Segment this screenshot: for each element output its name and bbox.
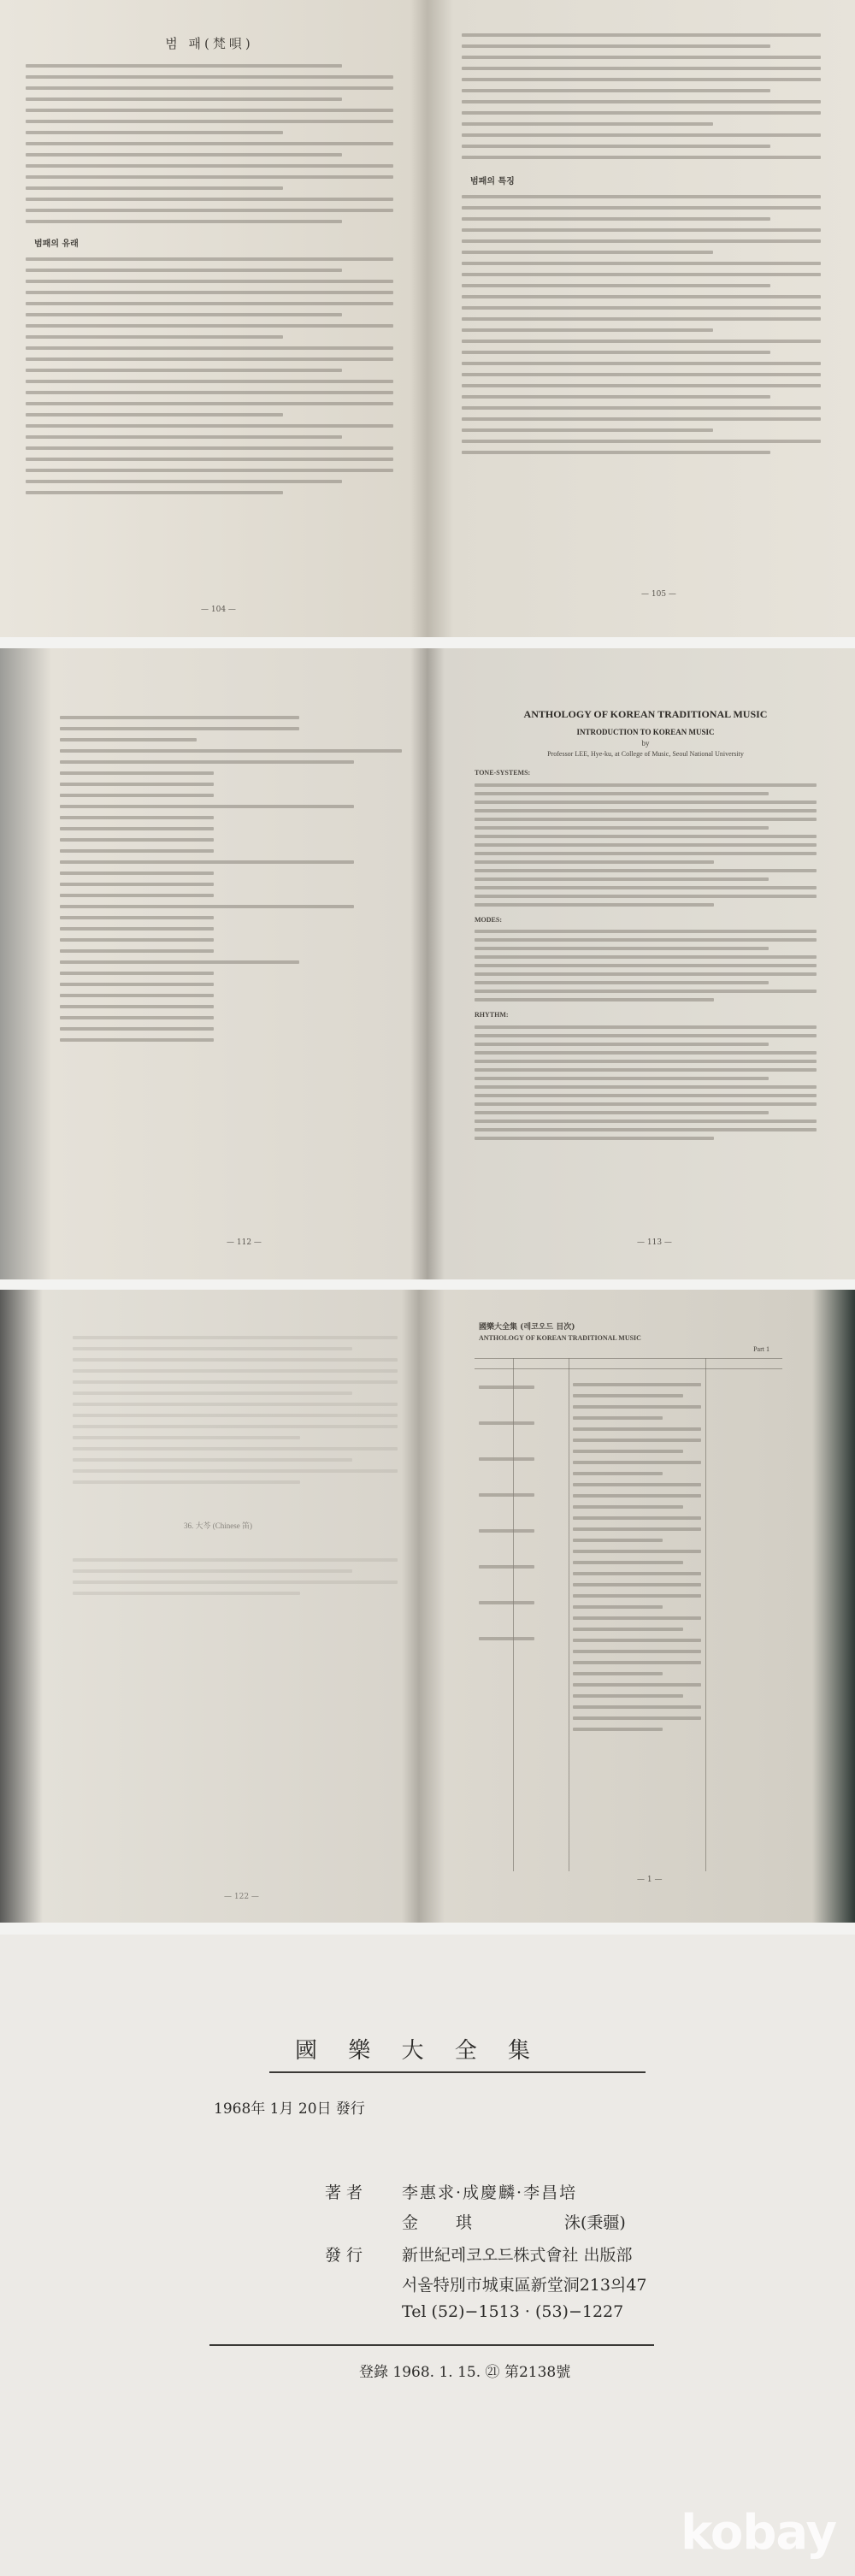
section-heading: 범패의 유래 bbox=[34, 239, 79, 249]
introduction-title: INTRODUCTION TO KOREAN MUSIC bbox=[576, 728, 715, 736]
left-page bbox=[60, 708, 402, 1049]
toc-table-titles bbox=[573, 1375, 701, 1739]
book-title: 國 樂 大 全 集 bbox=[295, 2038, 543, 2064]
author-note: 洙(秉疆) bbox=[564, 2213, 626, 2232]
table-rule bbox=[475, 1368, 782, 1369]
author-line: Professor LEE, Hye-ku, at College of Music, Seoul National University bbox=[547, 749, 744, 758]
page-number: — 105 — bbox=[641, 590, 676, 599]
author-second-line: 金 琪 bbox=[402, 2213, 475, 2232]
paragraph-lead: MODES: bbox=[475, 915, 502, 924]
paragraph-lead: RHYTHM: bbox=[475, 1011, 509, 1019]
section-heading: 범패의 특징 bbox=[470, 177, 515, 186]
introduction-body bbox=[475, 768, 817, 1145]
registration-rule bbox=[209, 2344, 654, 2346]
photo-panel-3 bbox=[0, 1290, 855, 1923]
page-number: — 104 — bbox=[201, 606, 236, 614]
page-number: — 1 — bbox=[637, 1876, 663, 1884]
page-number: — 113 — bbox=[637, 1238, 672, 1247]
page-number: — 112 — bbox=[227, 1238, 262, 1247]
left-page-text bbox=[73, 1551, 398, 1603]
toc-header-en: ANTHOLOGY OF KOREAN TRADITIONAL MUSIC bbox=[479, 1334, 641, 1342]
anthology-title: ANTHOLOGY OF KOREAN TRADITIONAL MUSIC bbox=[523, 708, 768, 720]
authors: 李惠求·成慶麟·李昌培 bbox=[402, 2183, 578, 2202]
colophon-panel bbox=[0, 1935, 855, 2576]
separator bbox=[0, 637, 855, 648]
page-title: 범 패(梵唄) bbox=[165, 36, 254, 51]
page-number: — 122 — bbox=[224, 1893, 259, 1901]
publisher: 新世紀레코오드株式會社 出版部 bbox=[402, 2246, 633, 2265]
paragraph-lead: TONE-SYSTEMS: bbox=[475, 769, 531, 777]
publisher-label: 發行 bbox=[325, 2246, 369, 2265]
publisher-phone: Tel (52)−1513 · (53)−1227 bbox=[402, 2302, 624, 2321]
photo-panel-1 bbox=[0, 0, 855, 637]
authors-label: 著者 bbox=[325, 2183, 369, 2202]
kobay-watermark: kobay bbox=[681, 2505, 836, 2561]
toc-header-ko: 國樂大全集 (레코오드 目次) bbox=[479, 1323, 575, 1332]
separator bbox=[0, 1279, 855, 1290]
by-line: by bbox=[641, 739, 650, 747]
registration: 登錄 1968. 1. 15. ㉑ 第2138號 bbox=[359, 2364, 571, 2381]
photo-panel-2 bbox=[0, 648, 855, 1279]
publication-date: 1968年 1月 20日 發行 bbox=[214, 2100, 365, 2118]
title-rule bbox=[269, 2071, 646, 2073]
left-page-text bbox=[73, 1328, 398, 1492]
separator bbox=[0, 1923, 855, 1935]
right-page bbox=[462, 26, 821, 462]
right-page bbox=[475, 708, 817, 759]
right-page bbox=[479, 1322, 804, 1355]
table-rule bbox=[475, 1358, 782, 1359]
figure-caption: 36. 大芩 (Chinese 笛) bbox=[184, 1521, 252, 1530]
left-page bbox=[26, 34, 393, 502]
part-label: Part 1 bbox=[753, 1344, 770, 1353]
publisher-address: 서울特別市城東區新堂洞213의47 bbox=[402, 2276, 647, 2295]
